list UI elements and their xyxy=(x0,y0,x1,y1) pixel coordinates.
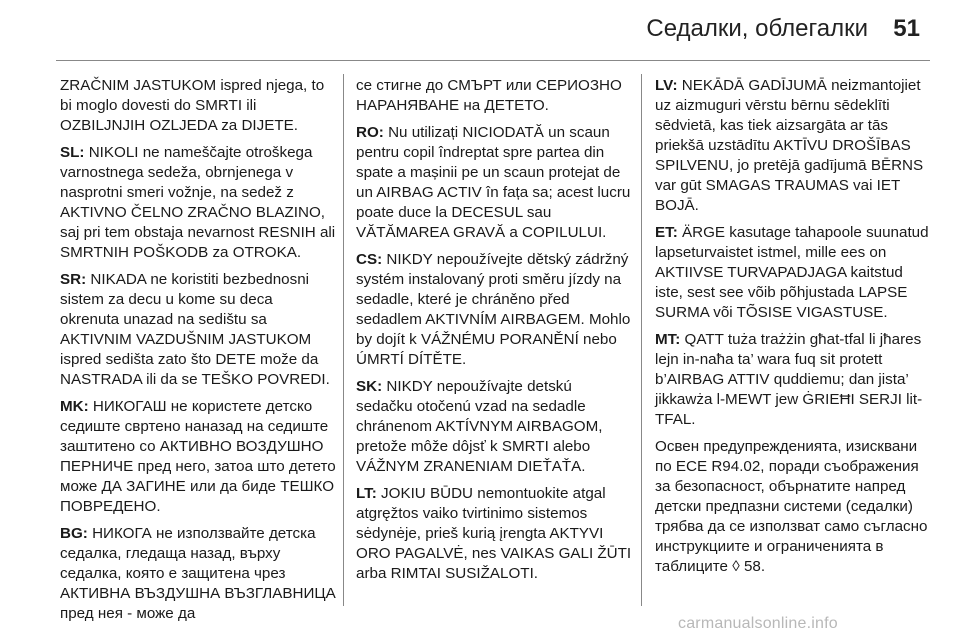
paragraph xyxy=(60,76,336,136)
text-column-1 xyxy=(60,76,336,631)
language-code: LV: xyxy=(655,77,678,94)
paragraph-text: NIKOLI ne nameščajte otroškega varnostnega sedeža, obrnjenega v nasprotni smeri vožnje, na sedež z AKTIVNO ČELNO ZRAČNO BLAZINO, saj pri tem obstaja nevarnost RESNIH ali SMRTNIH POŠKODB za OTROKA. xyxy=(60,144,336,261)
paragraph xyxy=(356,123,632,243)
paragraph-text: JOKIU BŪDU nemontuokite atgal atgręžtos vaiko tvirtinimo sistemos sėdynėje, prieš kurią įrengta AKTYVI ORO PAGALVĖ, nes VAIKAS GALI ŽŪTI arba RIMTAI SUSIŽALOTI. xyxy=(356,485,632,582)
paragraph xyxy=(655,223,931,323)
paragraph xyxy=(356,377,632,477)
paragraph-text: се стигне до СМЪРТ или СЕРИОЗНО НАРАНЯВАНЕ на ДЕТЕТО. xyxy=(356,77,622,114)
paragraph xyxy=(60,143,336,263)
language-code: MT: xyxy=(655,331,681,348)
language-code: LT: xyxy=(356,485,377,502)
column-divider-1 xyxy=(343,74,344,606)
column-divider-2 xyxy=(641,74,642,606)
paragraph-text: NIKADA ne koristiti bezbednosni sistem za decu u kome su deca okrenuta unazad na sedištu sa AKTIVNIM VAZDUŠNIM JASTUKOM ispred sedišta zato što DETE može da NASTRADA ili da se TEŠKO POVREDI. xyxy=(60,271,330,388)
header-divider xyxy=(56,60,930,61)
language-code: BG: xyxy=(60,525,88,542)
page-title: Седалки, облегалки xyxy=(646,15,868,42)
paragraph-text: ZRAČNIM JASTUKOM ispred njega, to bi moglo dovesti do SMRTI ili OZBILJNJIH OZLJEDA za DIJETE. xyxy=(60,77,325,134)
paragraph-text: NIKDY nepoužívejte dětský zádržný systém instalovaný proti směru jízdy na sedadle, které je chráněno před sedadlem AKTIVNÍM AIRBAGEM. Mohlo by dojít k VÁŽNÉMU PORANĚNÍ nebo ÚMRTÍ DÍTĚTE. xyxy=(356,251,631,368)
language-code: MK: xyxy=(60,398,89,415)
paragraph xyxy=(60,397,336,517)
paragraph-text: ÄRGE kasutage tahapoole suunatud lapseturvaistet istmel, mille ees on AKTIIVSE TURVAPADJAGA kaitstud iste, sest see võib põhjustada LAPSE SURMA või TÕSISE VIGASTUSE. xyxy=(655,224,929,321)
paragraph xyxy=(60,270,336,390)
watermark: carmanualsonline.info xyxy=(678,615,838,632)
text-column-3 xyxy=(655,76,931,584)
page-number: 51 xyxy=(893,15,920,42)
paragraph xyxy=(655,330,931,430)
language-code: SK: xyxy=(356,378,383,395)
language-code: SR: xyxy=(60,271,87,288)
paragraph-text: НИКОГАШ не користете детско седиште свртено наназад на седиште заштитено со АКТИВНО ВОЗДУШНО ПЕРНИЧЕ пред него, затоа што детето може ДА ЗАГИНЕ или да биде ТЕШКО ПОВРЕДЕНО. xyxy=(60,398,336,515)
paragraph xyxy=(356,250,632,370)
paragraph-text: NEKĀDĀ GADĪJUMĀ neizmantojiet uz aizmuguri vērstu bērnu sēdeklīti sēdvietā, kas tiek aizsargāta ar tās priekšā uzstādītu AKTĪVU DROŠĪBAS SPILVENU, jo pretējā gadījumā BĒRNS var gūt SMAGAS TRAUMAS vai IET BOJĀ. xyxy=(655,77,924,214)
language-code: SL: xyxy=(60,144,85,161)
paragraph xyxy=(655,76,931,216)
paragraph xyxy=(356,484,632,584)
paragraph xyxy=(356,76,632,116)
paragraph xyxy=(655,437,931,577)
paragraph-text: Nu utilizați NICIODATĂ un scaun pentru copil îndreptat spre partea din spate a mașinii pe un scaun protejat de un AIRBAG ACTIV în fața sa; acest lucru poate duce la DECESUL sau VĂTĂMAREA GRAVĂ a COPILULUI. xyxy=(356,124,631,241)
language-code: CS: xyxy=(356,251,383,268)
paragraph-text: QATT tuża trażżin għat-tfal li jħares lejn in-naħa ta’ wara fuq sit protett b’AIRBAG ATTIV quddiemu; dan jista’ jikkawża l-MEWT jew ĠRIEĦI SERJI lit-TFAL. xyxy=(655,331,923,428)
paragraph-text: NIKDY nepoužívajte detskú sedačku otočenú vzad na sedadle chránenom AKTÍVNYM AIRBAGOM, pretože môže dôjsť k SMRTI alebo VÁŽNYM ZRANENIAM DIEŤAŤA. xyxy=(356,378,603,475)
language-code: ET: xyxy=(655,224,678,241)
text-column-2 xyxy=(356,76,632,591)
paragraph-text: НИКОГА не използвайте детска седалка, гледаща назад, върху седалка, която е защитена чрез АКТИВНА ВЪЗДУШНА ВЪЗГЛАВНИЦА пред нея - може да xyxy=(60,525,336,622)
paragraph-text: Освен предупрежденията, изисквани по ECE R94.02, поради съображения за безопасност, обърнатите напред детски предпазни системи (седалки) трябва да се използват само съгласно инструкциите и ограниченията в таблиците ◊ 58. xyxy=(655,438,928,575)
language-code: RO: xyxy=(356,124,384,141)
page-header xyxy=(0,0,960,58)
paragraph xyxy=(60,524,336,624)
